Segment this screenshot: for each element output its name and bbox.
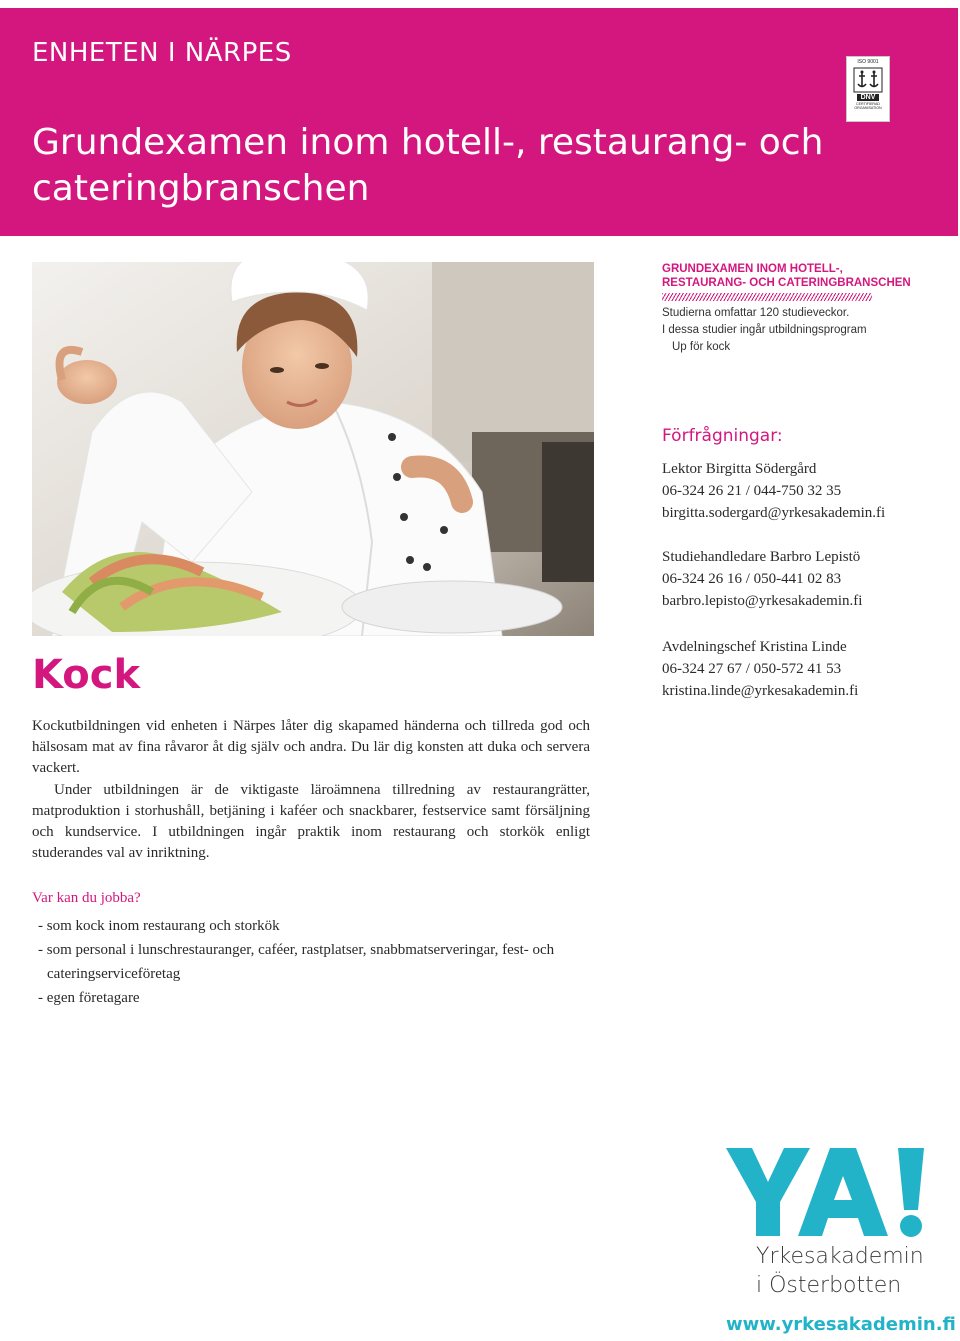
jobs-list [38,914,598,1010]
contact-email[interactable]: kristina.linde@yrkesakademin.fi [662,683,859,699]
cook-photo-illustration [32,262,594,636]
contact-name: Avdelningschef Kristina Linde [662,639,847,655]
iso-badge-mark: DNV [857,94,880,101]
inquiries-title: Förfrågningar: [662,426,783,446]
website-link[interactable]: www.yrkesakademin.fi [726,1314,956,1335]
anchor-crown-icon [853,67,883,93]
program-title-line2: RESTAURANG- OCH CATERINGBRANSCHEN [662,277,911,289]
iso-certification-badge [846,56,890,122]
jobs-title: Var kan du jobba? [32,890,141,906]
list-item: - som personal i lunschrestauranger, caféer, rastplatser, snabbmatserveringar, fest- och cateringserviceföretag [38,942,555,982]
ya-logo-text: YA! [726,1144,728,1145]
contact-email[interactable]: birgitta.sodergard@yrkesakademin.fi [662,505,886,521]
header-banner [0,8,958,236]
brand-name-line2: i Österbotten [756,1273,902,1298]
kock-paragraph-1: Kockutbildningen vid enheten i Närpes låter dig skapamed händerna och tillreda god och hälsosam mat av fina råvaror åt dig själv och andra. Du lär dig konsten att duka och servera vackert. [32,718,590,776]
iso-badge-top: ISO 9001 [857,59,879,65]
contact-card [662,546,942,612]
contact-card [662,636,942,702]
brand-name [756,1242,946,1300]
contact-phone: 06-324 26 16 / 050-441 02 83 [662,571,842,587]
iso-badge-bottom: CERTIFIERAD ORGANISATION [854,102,882,110]
program-weeks: Studierna omfattar 120 studieveckor. [662,307,850,319]
program-info [662,262,942,356]
contact-card [662,458,942,524]
list-item: - egen företagare [38,990,140,1006]
unit-title: ENHETEN I NÄRPES [32,38,292,68]
contact-email[interactable]: barbro.lepisto@yrkesakademin.fi [662,593,863,609]
hatch-divider [662,293,872,301]
program-item: Up för kock [672,341,731,353]
contact-phone: 06-324 26 21 / 044-750 32 35 [662,483,842,499]
kock-paragraph-2: Under utbildningen är de viktigaste läroämnena tillredning av restaurangrätter, matproduktion i storhushåll, betjäning i kaféer och snackbarer, festservice samt försäljning och kundservice. I utbildningen ingår praktik inom restaurang och storkök enligt studerandes val av inriktning. [32,782,590,861]
program-title-line1: GRUNDEXAMEN INOM HOTELL-, [662,263,843,275]
section-title-kock: Kock [32,652,141,698]
contact-name: Lektor Birgitta Södergård [662,461,817,477]
list-item: - som kock inom restaurang och storkök [38,918,280,934]
brand-name-line1: Yrkesakademin [756,1244,924,1269]
program-includes: I dessa studier ingår utbildningsprogram [662,324,867,336]
ya-logo-graphic [726,1148,924,1237]
contact-name: Studiehandledare Barbro Lepistö [662,549,861,565]
page-title: Grundexamen inom hotell-, restaurang- och cateringbranschen [32,122,824,209]
contact-phone: 06-324 27 67 / 050-572 41 53 [662,661,842,677]
cook-photo [32,262,594,636]
ya-logo [726,1144,924,1240]
